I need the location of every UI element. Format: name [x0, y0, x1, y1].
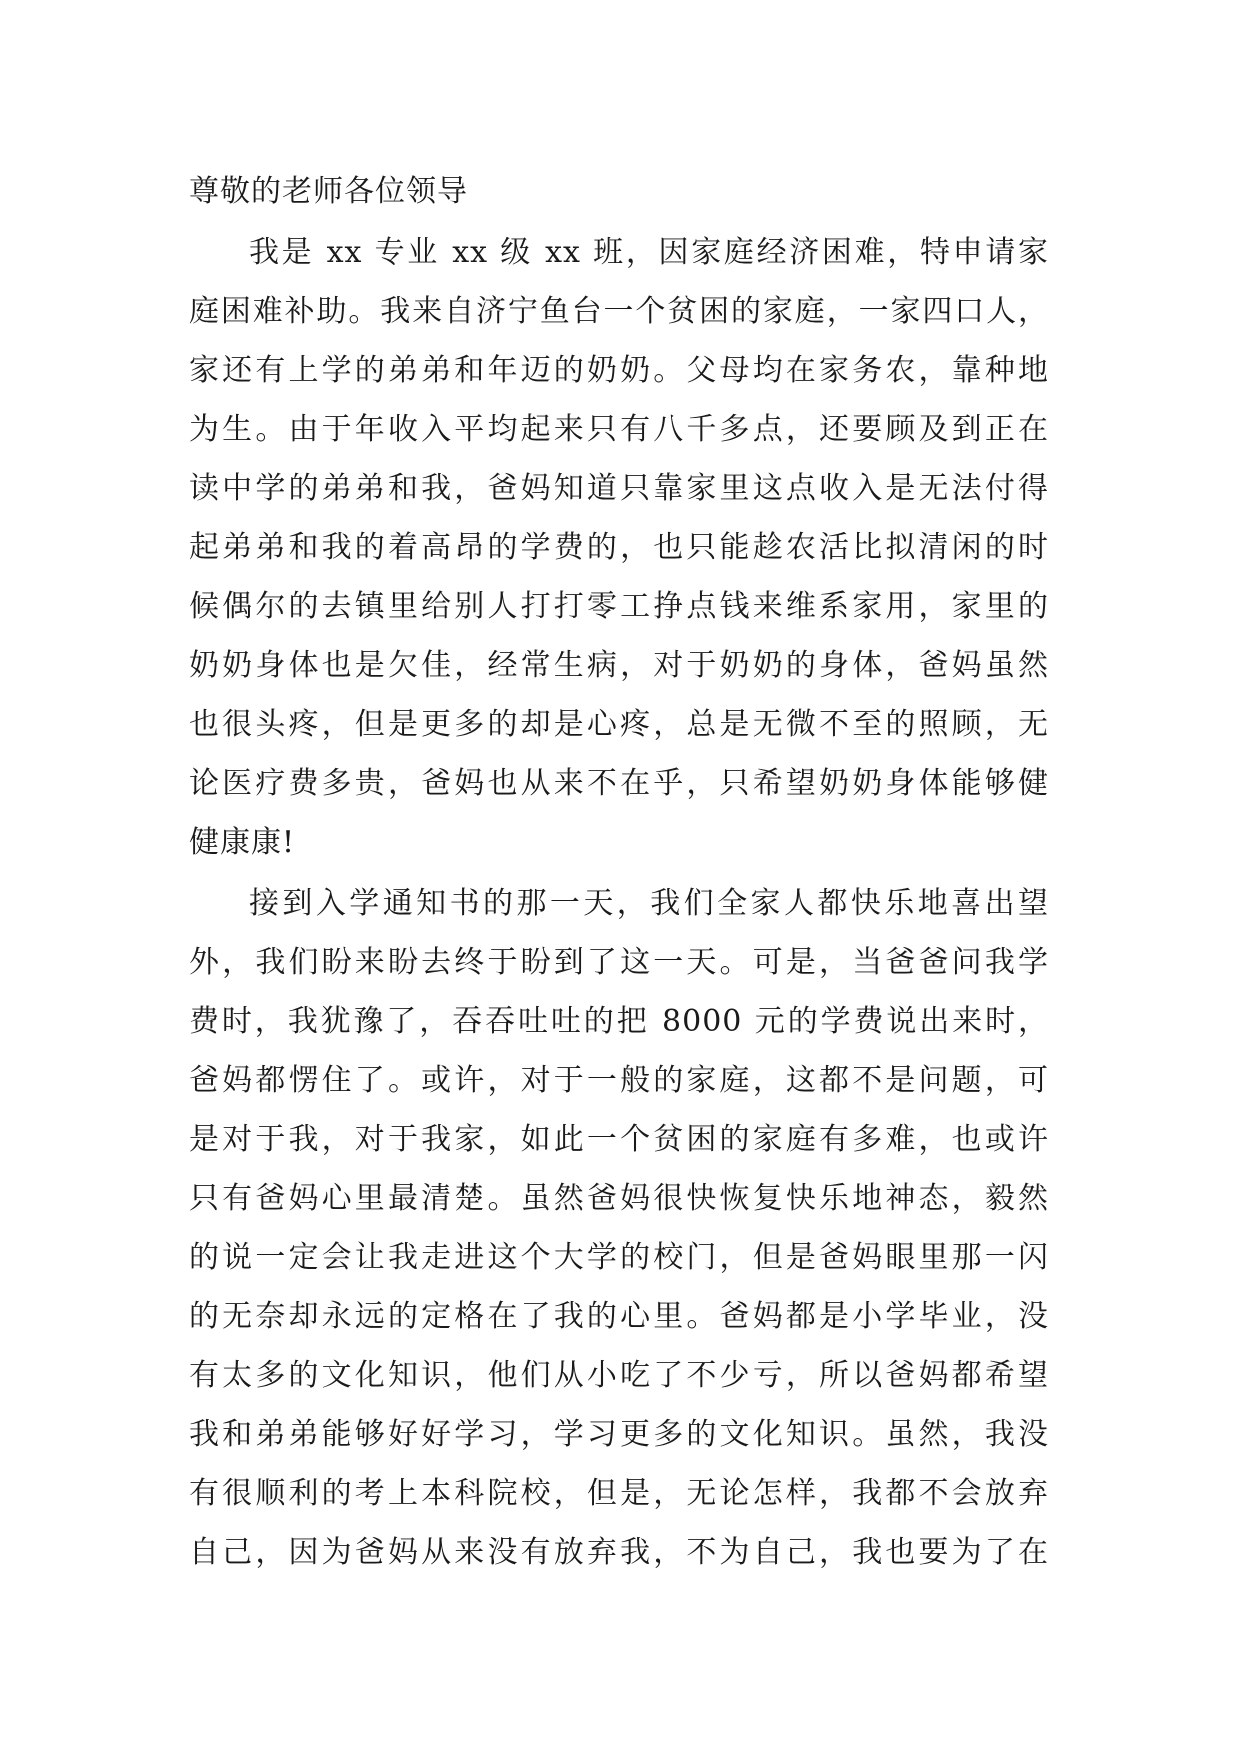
document-body	[189, 162, 1049, 1584]
salutation: 尊敬的老师各位领导	[189, 174, 468, 209]
paragraph-line: 候偶尔的去镇里给别人打打零工挣点钱来维系家用，家里的	[189, 589, 1049, 624]
paragraph-line: 起弟弟和我的着高昂的学费的，也只能趁农活比拟清闲的时	[189, 530, 1049, 565]
paragraph-line: 奶奶身体也是欠佳，经常生病，对于奶奶的身体，爸妈虽然	[189, 648, 1049, 683]
paragraph-line: 自己，因为爸妈从来没有放弃我，不为自己，我也要为了在	[189, 1535, 1049, 1570]
paragraph-line: 论医疗费多贵，爸妈也从来不在乎，只希望奶奶身体能够健	[189, 766, 1049, 801]
paragraph-line: 费时，我犹豫了，吞吞吐吐的把 8000 元的学费说出来时，	[189, 1004, 1049, 1039]
paragraph-line: 有很顺利的考上本科院校，但是，无论怎样，我都不会放弃	[189, 1476, 1049, 1511]
paragraph-line: 的无奈却永远的定格在了我的心里。爸妈都是小学毕业，没	[189, 1299, 1049, 1334]
paragraph-line: 也很头疼，但是更多的却是心疼，总是无微不至的照顾，无	[189, 707, 1049, 742]
paragraph-line: 的说一定会让我走进这个大学的校门，但是爸妈眼里那一闪	[189, 1240, 1049, 1275]
paragraph-line: 我是 xx 专业 xx 级 xx 班，因家庭经济困难，特申请家	[249, 235, 1049, 270]
paragraph-line: 我和弟弟能够好好学习，学习更多的文化知识。虽然，我没	[189, 1417, 1049, 1452]
paragraph-line: 健康康!	[189, 825, 296, 860]
paragraph-line: 是对于我，对于我家，如此一个贫困的家庭有多难，也或许	[189, 1122, 1049, 1157]
paragraph-line: 只有爸妈心里最清楚。虽然爸妈很快恢复快乐地神态，毅然	[189, 1181, 1049, 1216]
paragraph-line: 接到入学通知书的那一天，我们全家人都快乐地喜出望	[249, 886, 1049, 921]
paragraph-line: 外，我们盼来盼去终于盼到了这一天。可是，当爸爸问我学	[189, 945, 1049, 980]
paragraph-1	[189, 223, 1049, 872]
paragraph-line: 有太多的文化知识，他们从小吃了不少亏，所以爸妈都希望	[189, 1358, 1049, 1393]
paragraph-line: 家还有上学的弟弟和年迈的奶奶。父母均在家务农，靠种地	[189, 353, 1049, 388]
paragraph-line: 读中学的弟弟和我，爸妈知道只靠家里这点收入是无法付得	[189, 471, 1049, 506]
paragraph-line: 爸妈都愣住了。或许，对于一般的家庭，这都不是问题，可	[189, 1063, 1049, 1098]
paragraph-2	[189, 874, 1049, 1582]
paragraph-line: 为生。由于年收入平均起来只有八千多点，还要顾及到正在	[189, 412, 1049, 447]
paragraph-line: 庭困难补助。我来自济宁鱼台一个贫困的家庭，一家四口人，	[189, 294, 1049, 329]
